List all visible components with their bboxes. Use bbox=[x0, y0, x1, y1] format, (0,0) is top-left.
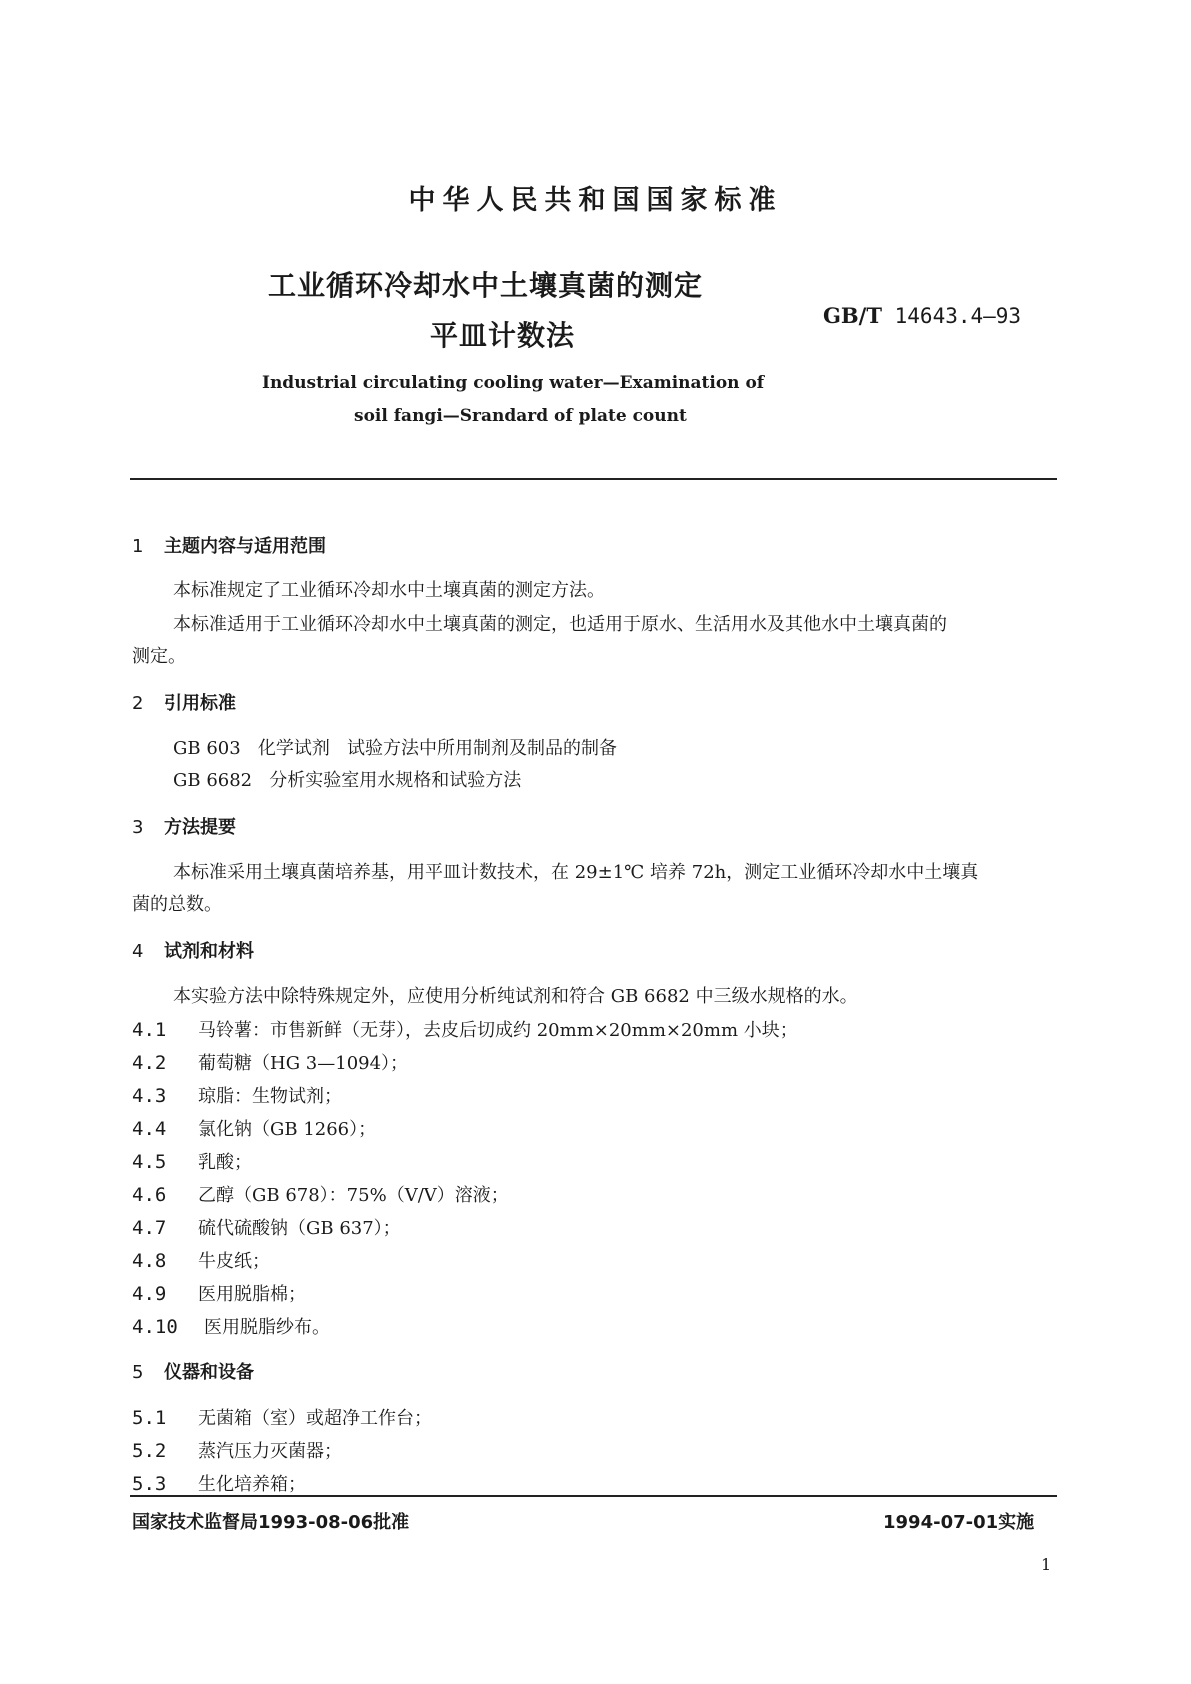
standard-prefix: GB/T bbox=[823, 303, 882, 328]
list-item-4-10 bbox=[132, 1313, 330, 1339]
item-text: 马铃薯：市售新鲜（无芽），去皮后切成约 20mm×20mm×20mm 小块； bbox=[198, 1020, 798, 1041]
item-number: 4.4 bbox=[132, 1118, 167, 1140]
standard-code: 14643.4—93 bbox=[894, 304, 1022, 328]
item-text: 无菌箱（室）或超净工作台； bbox=[198, 1408, 432, 1429]
section-title: 主题内容与适用范围 bbox=[164, 536, 326, 557]
english-title-line1: Industrial circulating cooling water—Examination of bbox=[262, 373, 765, 393]
item-number: 5.1 bbox=[132, 1407, 167, 1429]
header-divider bbox=[130, 478, 1057, 480]
item-text: 氯化钠（GB 1266）； bbox=[198, 1119, 377, 1140]
reference-gb6682: GB 6682 分析实验室用水规格和试验方法 bbox=[173, 770, 522, 791]
footer-divider bbox=[130, 1495, 1057, 1497]
document-title-line1: 工业循环冷却水中土壤真菌的测定 bbox=[268, 269, 704, 302]
reference-gb603: GB 603 化学试剂 试验方法中所用制剂及制品的制备 bbox=[173, 738, 618, 759]
list-item-5-1 bbox=[132, 1404, 432, 1430]
section-number: 4 bbox=[132, 941, 144, 962]
list-item-4-8 bbox=[132, 1247, 270, 1273]
item-number: 4.3 bbox=[132, 1085, 167, 1107]
item-number: 4.5 bbox=[132, 1151, 167, 1173]
item-number: 4.10 bbox=[132, 1316, 178, 1338]
list-item-4-1 bbox=[132, 1016, 798, 1042]
list-item-4-6 bbox=[132, 1181, 509, 1207]
section-4-intro: 本实验方法中除特殊规定外，应使用分析纯试剂和符合 GB 6682 中三级水规格的水。 bbox=[173, 986, 858, 1007]
page-number: 1 bbox=[1041, 1555, 1052, 1574]
section-1-para1: 本标准规定了工业循环冷却水中土壤真菌的测定方法。 bbox=[173, 580, 605, 601]
item-number: 4.1 bbox=[132, 1019, 167, 1041]
list-item-4-3 bbox=[132, 1082, 342, 1108]
section-title: 引用标准 bbox=[164, 693, 236, 714]
list-item-4-9 bbox=[132, 1280, 306, 1306]
document-title-line2: 平皿计数法 bbox=[430, 319, 576, 352]
item-number: 5.2 bbox=[132, 1440, 167, 1462]
item-number: 4.6 bbox=[132, 1184, 167, 1206]
approval-date: 国家技术监督局1993-08-06批准 bbox=[132, 1512, 410, 1533]
section-title: 仪器和设备 bbox=[164, 1362, 254, 1383]
item-text: 生化培养箱； bbox=[198, 1474, 306, 1495]
item-text: 医用脱脂棉； bbox=[198, 1284, 306, 1305]
item-text: 医用脱脂纱布。 bbox=[204, 1317, 330, 1338]
list-item-5-2 bbox=[132, 1437, 342, 1463]
standard-number bbox=[823, 303, 1021, 328]
section-1-para2-line1: 本标准适用于工业循环冷却水中土壤真菌的测定，也适用于原水、生活用水及其他水中土壤真菌的 bbox=[173, 614, 947, 635]
list-item-4-7 bbox=[132, 1214, 401, 1240]
item-text: 琼脂：生物试剂； bbox=[198, 1086, 342, 1107]
section-number: 3 bbox=[132, 817, 144, 838]
item-text: 牛皮纸； bbox=[198, 1251, 270, 1272]
item-number: 4.2 bbox=[132, 1052, 167, 1074]
implementation-date: 1994-07-01实施 bbox=[883, 1512, 1035, 1533]
list-item-4-5 bbox=[132, 1148, 252, 1174]
item-text: 乙醇（GB 678）：75%（V/V）溶液； bbox=[198, 1185, 509, 1206]
section-1-para2-line2: 测定。 bbox=[132, 646, 186, 667]
list-item-4-4 bbox=[132, 1115, 376, 1141]
national-standard-heading: 中华人民共和国国家标准 bbox=[408, 185, 783, 216]
section-number: 1 bbox=[132, 536, 144, 557]
item-text: 硫代硫酸钠（GB 637）； bbox=[198, 1218, 401, 1239]
section-2-heading bbox=[132, 689, 236, 715]
section-5-heading bbox=[132, 1358, 254, 1384]
section-3-para-line1: 本标准采用土壤真菌培养基，用平皿计数技术，在 29±1℃ 培养 72h，测定工业循环冷却水中土壤真 bbox=[173, 862, 979, 883]
item-text: 葡萄糖（HG 3—1094）； bbox=[198, 1053, 409, 1074]
section-number: 5 bbox=[132, 1362, 144, 1383]
section-1-heading bbox=[132, 532, 326, 558]
section-title: 方法提要 bbox=[164, 817, 236, 838]
item-number: 4.7 bbox=[132, 1217, 167, 1239]
item-number: 5.3 bbox=[132, 1473, 167, 1495]
item-number: 4.8 bbox=[132, 1250, 167, 1272]
section-number: 2 bbox=[132, 693, 144, 714]
list-item-5-3 bbox=[132, 1470, 306, 1496]
section-4-heading bbox=[132, 937, 254, 963]
item-number: 4.9 bbox=[132, 1283, 167, 1305]
english-title-line2: soil fangi—Srandard of plate count bbox=[354, 406, 687, 426]
section-3-para-line2: 菌的总数。 bbox=[132, 894, 222, 915]
item-text: 乳酸； bbox=[198, 1152, 252, 1173]
item-text: 蒸汽压力灭菌器； bbox=[198, 1441, 342, 1462]
list-item-4-2 bbox=[132, 1049, 408, 1075]
section-3-heading bbox=[132, 813, 236, 839]
section-title: 试剂和材料 bbox=[164, 941, 254, 962]
